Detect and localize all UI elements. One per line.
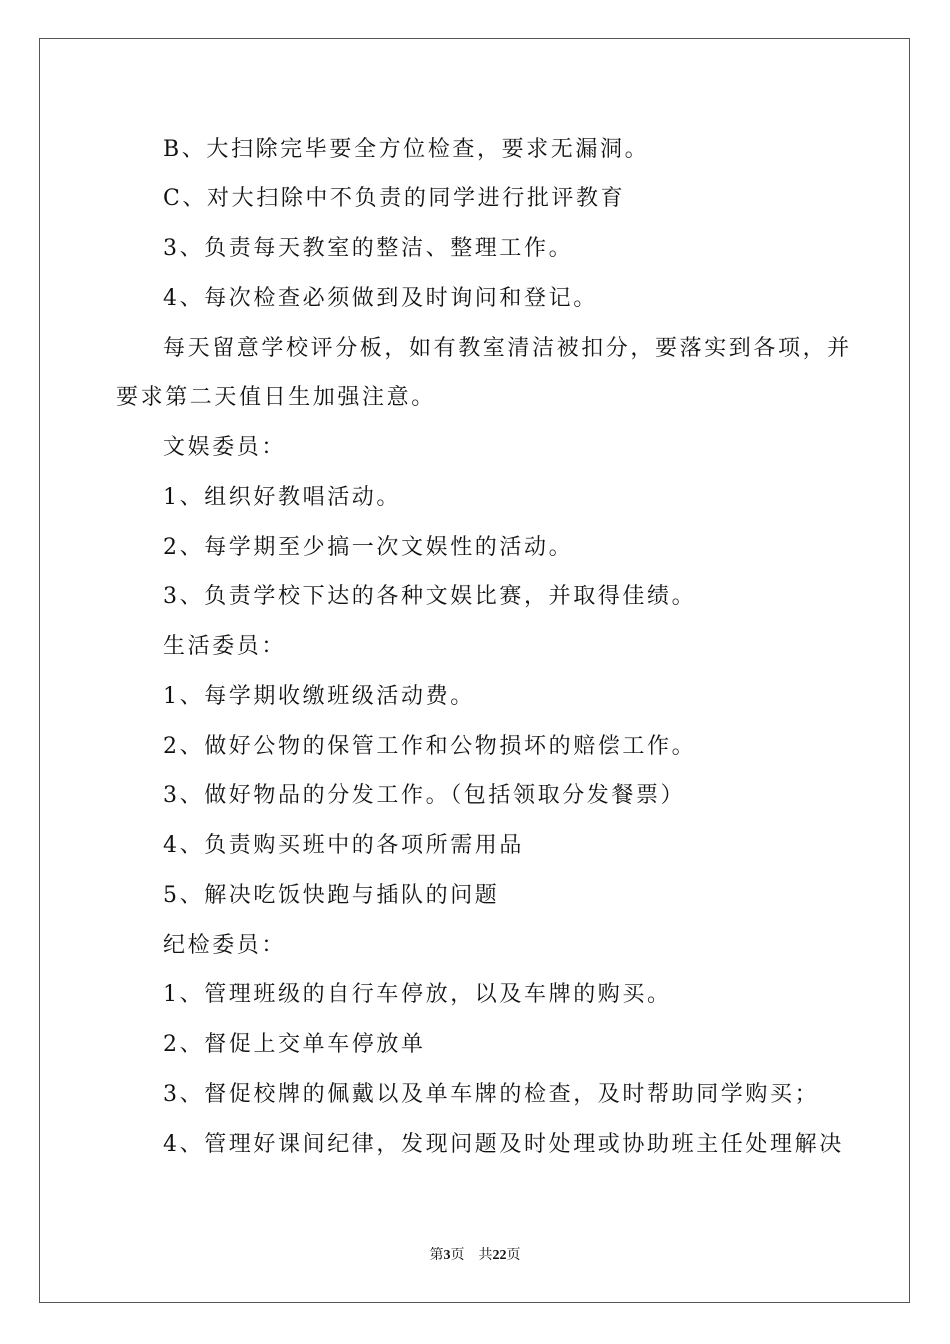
text-line: 2、每学期至少搞一次文娱性的活动。 (163, 535, 574, 560)
text-line: 3、做好物品的分发工作。（包括领取分发餐票） (163, 783, 686, 808)
text-line: C、对大扫除中不负责的同学进行批评教育 (163, 186, 626, 211)
text-line: 4、每次检查必须做到及时询问和登记。 (163, 286, 598, 311)
text-line: 4、管理好课间纪律，发现问题及时处理或协助班主任处理解决 (163, 1132, 844, 1157)
footer-page-prefix: 第 (429, 1248, 444, 1263)
text-line: 2、督促上交单车停放单 (163, 1032, 426, 1057)
text-line: 5、解决吃饭快跑与插队的问题 (163, 883, 500, 908)
footer-page-suffix: 页 (450, 1248, 465, 1263)
text-line: 3、负责每天教室的整洁、整理工作。 (163, 236, 574, 261)
footer-total-pages: 22 (492, 1248, 507, 1263)
footer-page-number: 3 (443, 1248, 451, 1263)
page-border (39, 38, 910, 1303)
section-heading: 纪检委员： (163, 933, 287, 958)
footer-total-prefix: 共 (478, 1248, 493, 1263)
text-line: 1、每学期收缴班级活动费。 (163, 684, 475, 709)
section-heading: 生活委员： (163, 634, 287, 659)
text-line: 每天留意学校评分板，如有教室清洁被扣分，要落实到各项，并 (163, 336, 852, 361)
text-line: 要求第二天值日生加强注意。 (116, 385, 436, 410)
text-line: 4、负责购买班中的各项所需用品 (163, 833, 524, 858)
text-line: 3、督促校牌的佩戴以及单车牌的检查，及时帮助同学购买； (163, 1082, 820, 1107)
footer-total-suffix: 页 (506, 1248, 521, 1263)
text-line: 1、组织好教唱活动。 (163, 485, 401, 510)
text-line: 1、管理班级的自行车停放，以及车牌的购买。 (163, 982, 672, 1007)
text-line: 3、负责学校下达的各种文娱比赛，并取得佳绩。 (163, 584, 697, 609)
page-footer (0, 1246, 950, 1266)
text-line: B、大扫除完毕要全方位检查，要求无漏洞。 (163, 137, 650, 162)
text-line: 2、做好公物的保管工作和公物损坏的赔偿工作。 (163, 734, 697, 759)
section-heading: 文娱委员： (163, 435, 287, 460)
